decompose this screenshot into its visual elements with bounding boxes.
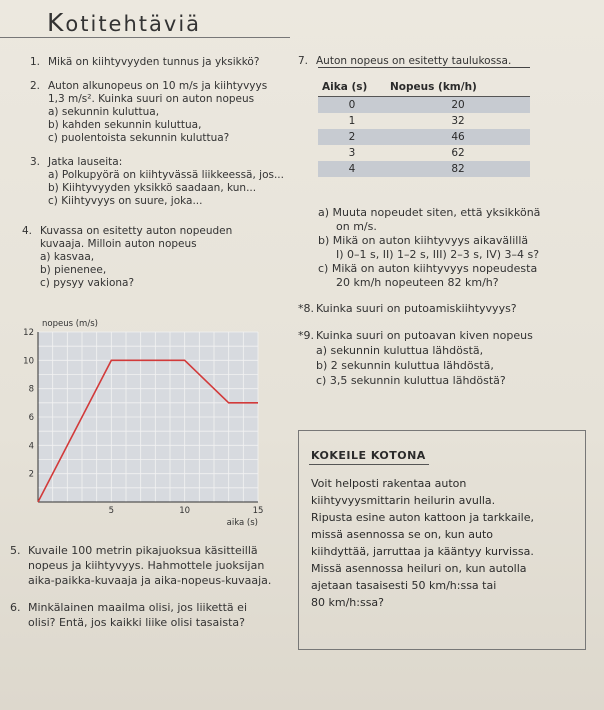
table-header-time: Aika (s) xyxy=(318,78,386,97)
question-1: 1. Mikä on kiihtyvyyden tunnus ja yksikkö? xyxy=(30,56,260,68)
x-tick-label: 5 xyxy=(108,506,115,516)
y-tick-label: 8 xyxy=(28,384,34,395)
question-3: 3. Jatka lauseita: a) Polkupyörä on kiihtyvässä liikkeessä, jos... b) Kiihtyvyyden yksikkö saadaan, kun... c) Kiihtyvyys on suure, joka... xyxy=(30,156,284,207)
y-tick-label: 12 xyxy=(23,328,34,338)
table-row: 1 32 xyxy=(348,115,465,127)
question-6: 6. Minkälainen maailma olisi, jos liikettä ei olisi? Entä, jos kaikki liike olisi tasaista? xyxy=(10,601,247,629)
table-top-rule xyxy=(318,67,530,68)
box-title: KOKEILE KOTONA xyxy=(311,449,426,462)
y-tick-label: 4 xyxy=(28,441,34,452)
box-title-rule xyxy=(309,464,429,465)
try-at-home-box xyxy=(298,430,586,650)
question-4: 4. Kuvassa on esitetty auton nopeuden kuvaaja. Milloin auton nopeus a) kasvaa, b) pienenee, c) pysyy vakiona? xyxy=(22,225,233,289)
table-row: 2 46 xyxy=(318,129,530,145)
table-row: 0 20 xyxy=(318,97,530,114)
y-tick-label: 2 xyxy=(28,469,34,480)
question-2: 2. Auton alkunopeus on 10 m/s ja kiihtyvyys 1,3 m/s². Kuinka suuri on auton nopeus a) sekunnin kuluttua, b) kahden sekunnin kuluttua, c) puolentoista sekunnin kuluttua? xyxy=(30,80,268,144)
title-rule xyxy=(0,37,290,38)
x-tick-label: 10 xyxy=(179,506,191,516)
y-tick-label: 10 xyxy=(23,356,34,367)
table-header-speed: Nopeus (km/h) xyxy=(386,78,530,97)
question-7-parts: a) Muuta nopeudet siten, että yksikkönä on m/s. b) Mikä on auton kiihtyvyys aikavälillä I) 0–1 s, II) 1–2 s, III) 2–3 s, IV) 3–4 s? c) Mikä on auton kiihtyvyys nopeudesta 20 km/h nopeuteen 82 km/h? xyxy=(318,206,541,289)
y-axis-label: nopeus (m/s) xyxy=(42,319,98,329)
x-tick-label: 15 xyxy=(252,506,264,516)
velocity-chart xyxy=(18,312,276,532)
question-7: 7. Auton nopeus on esitetty taulukossa. xyxy=(298,55,512,67)
question-9: *9. Kuinka suuri on putoavan kiven nopeus a) sekunnin kuluttua lähdöstä, b) 2 sekunnin kuluttua lähdöstä, c) 3,5 sekunnin kuluttua lähdöstä? xyxy=(298,329,533,387)
page-title: Kotitehtäviä xyxy=(47,8,202,37)
table-row: 3 62 xyxy=(348,147,465,159)
table-row: 4 82 xyxy=(318,161,530,177)
question-5: 5. Kuvaile 100 metrin pikajuoksua käsitteillä nopeus ja kiihtyvyys. Hahmottele juoksijan aika-paikka-kuvaaja ja aika-nopeus-kuvaaja. xyxy=(10,544,272,587)
speed-table xyxy=(318,78,530,177)
box-text: Voit helposti rakentaa auton kiihtyvyysmittarin heilurin avulla. Ripusta esine auton kattoon ja tarkkaile, missä asennossa se on, kun auto kiihdyttää, jarruttaa ja kääntyy kurvissa. Missä asennossa heiluri on, kun autolla ajetaan tasaisesti 50 km/h:ssa tai 80 km/h:ssa? xyxy=(311,477,534,609)
x-axis-label: aika (s) xyxy=(226,518,258,528)
question-8: *8. Kuinka suuri on putoamiskiihtyvyys? xyxy=(298,302,517,315)
y-tick-label: 6 xyxy=(28,413,34,423)
